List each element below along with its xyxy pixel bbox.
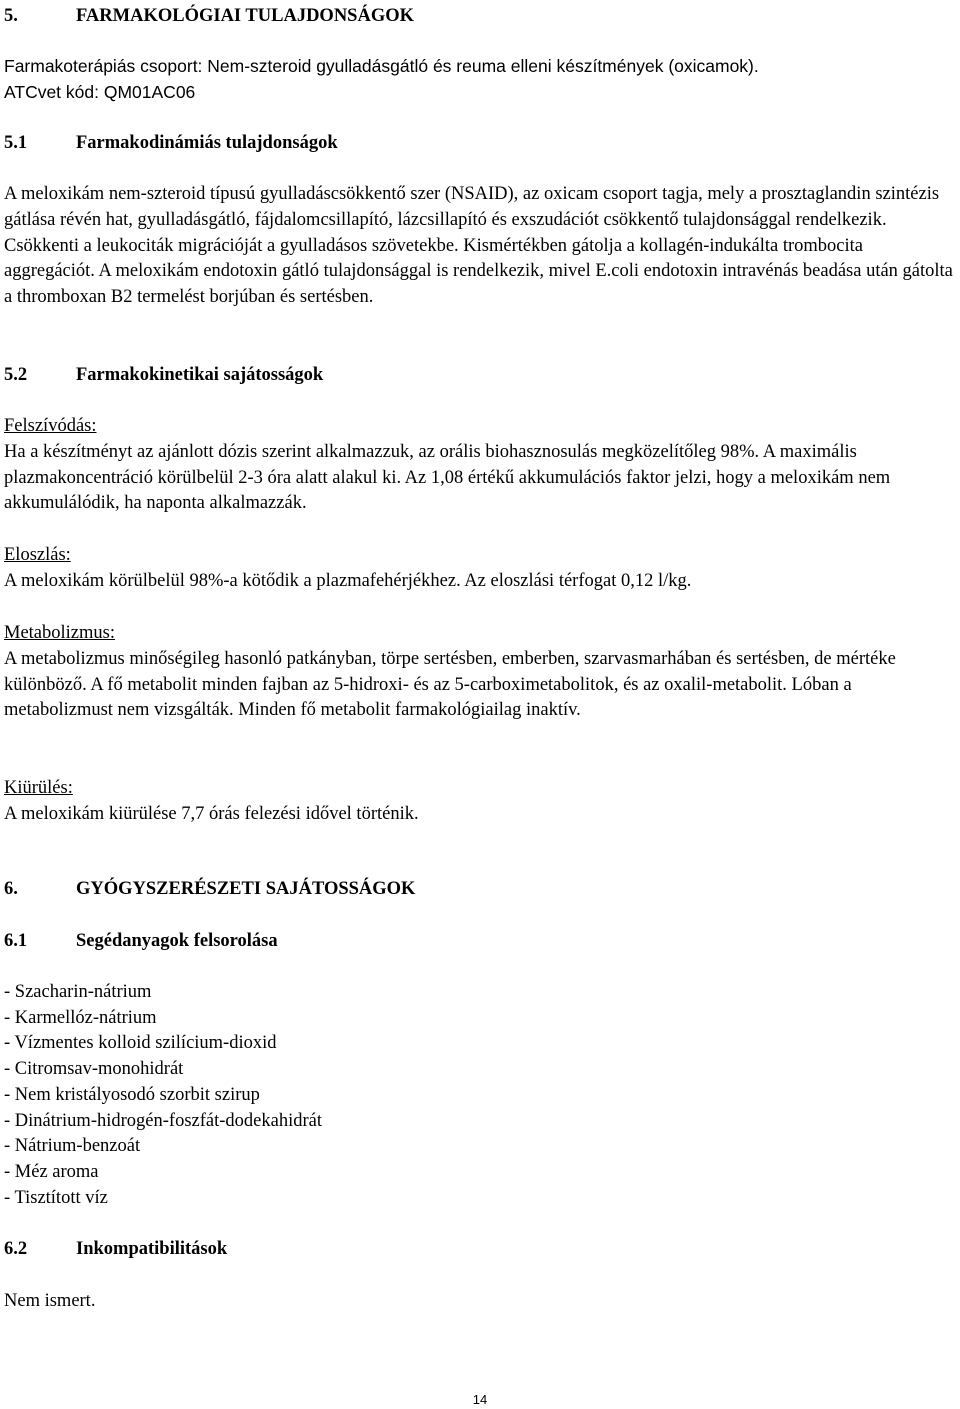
absorption-text: Ha a készítményt az ajánlott dózis szerint alkalmazzuk, az orális biohasznosulás megközelítőleg 98%. A maximális plazmakoncentráció körülbelül 2-3 óra alatt alakul ki. Az 1,08 értékű akkumulációs faktor jelzi, hogy a meloxikám nem akkumulálódik, ha naponta alkalmazzák. (4, 441, 891, 514)
excipients-list (4, 980, 954, 1211)
list-item: - Nátrium-benzoát (4, 1136, 141, 1157)
section-title: GYÓGYSZERÉSZETI SAJÁTOSSÁGOK (76, 879, 416, 899)
elimination-text: A meloxikám kiürülése 7,7 órás felezési idővel történik. (4, 803, 419, 824)
pharmacodynamics-paragraph: A meloxikám nem-szteroid típusú gyulladáscsökkentő szer (NSAID), az oxicam csoport tagja, mely a prosztaglandin szintézis gátlása révén hat, gyulladásgátló, fájdalomcsillapító, lázcsillapító és exszudációt csökkentő tulajdonsággal rendelkezik. Csökkenti a leukociták migrációját a gyulladásos szövetekbe. Kismértékben gátolja a kollagén-indukálta trombocita aggregációt. A meloxikám endotoxin gátló tulajdonsággal is rendelkezik, mivel E.coli endotoxin intravénás beadása után gátolta a thromboxan B2 termelést borjúban és sertésben. (4, 184, 953, 308)
pharmacotherapeutic-group (4, 54, 954, 106)
absorption-label: Felszívódás: (4, 416, 97, 436)
group-line: Farmakoterápiás csoport: Nem-szteroid gyulladásgátló és reuma elleni készítmények (oxicamok). (4, 56, 759, 76)
list-item: - Citromsav-monohidrát (4, 1059, 184, 1080)
distribution-label: Eloszlás: (4, 545, 71, 565)
section-number: 6. (4, 879, 18, 899)
section-title: FARMAKOLÓGIAI TULAJDONSÁGOK (76, 6, 414, 26)
list-item: - Tisztított víz (4, 1187, 108, 1208)
metabolism-text: A metabolizmus minőségileg hasonló patkányban, törpe sertésben, emberben, szarvasmarhában és sertésben, de mértéke különböző. A fő metabolit minden fajban az 5-hidroxi- és az 5-carboximetabolitok, és az oxalil-metabolit. Lóban a metabolizmust nem vizsgálták. Minden fő metabolit farmakológiailag inaktív. (4, 648, 896, 721)
section-number: 5. (4, 6, 18, 26)
list-item: - Dinátrium-hidrogén-foszfát-dodekahidrát (4, 1110, 322, 1131)
section-number: 5.2 (4, 365, 28, 385)
elimination-label: Kiürülés: (4, 778, 73, 798)
metabolism-label: Metabolizmus: (4, 623, 115, 643)
list-item: - Vízmentes kolloid szilícium-dioxid (4, 1033, 277, 1054)
section-title: Farmakodinámiás tulajdonságok (76, 133, 338, 153)
section-number: 6.2 (4, 1239, 28, 1259)
section-title: Farmakokinetikai sajátosságok (76, 365, 324, 385)
list-item: - Szacharin-nátrium (4, 982, 152, 1002)
section-5-heading (4, 4, 954, 30)
list-item: - Karmellóz-nátrium (4, 1007, 157, 1028)
elimination-section (4, 776, 954, 828)
distribution-text: A meloxikám körülbelül 98%-a kötődik a plazmafehérjékhez. Az eloszlási térfogat 0,12 l/kg. (4, 570, 692, 591)
distribution-section (4, 543, 954, 595)
page-number: 14 (472, 1392, 488, 1407)
section-5-2-heading (4, 363, 954, 389)
section-title: Segédanyagok felsorolása (76, 931, 278, 951)
section-6-2-heading (4, 1237, 954, 1263)
section-title: Inkompatibilitások (76, 1239, 228, 1259)
incompatibilities-text: Nem ismert. (4, 1291, 96, 1311)
section-6-1-heading (4, 929, 954, 955)
list-item: - Méz aroma (4, 1161, 99, 1182)
atc-code-line: ATCvet kód: QM01AC06 (4, 81, 196, 102)
section-5-1-heading (4, 131, 954, 157)
list-item: - Nem kristályosodó szorbit szirup (4, 1084, 260, 1105)
section-number: 6.1 (4, 931, 28, 951)
section-number: 5.1 (4, 133, 28, 153)
section-6-heading (4, 877, 954, 903)
absorption-section (4, 414, 954, 517)
metabolism-section (4, 621, 954, 724)
